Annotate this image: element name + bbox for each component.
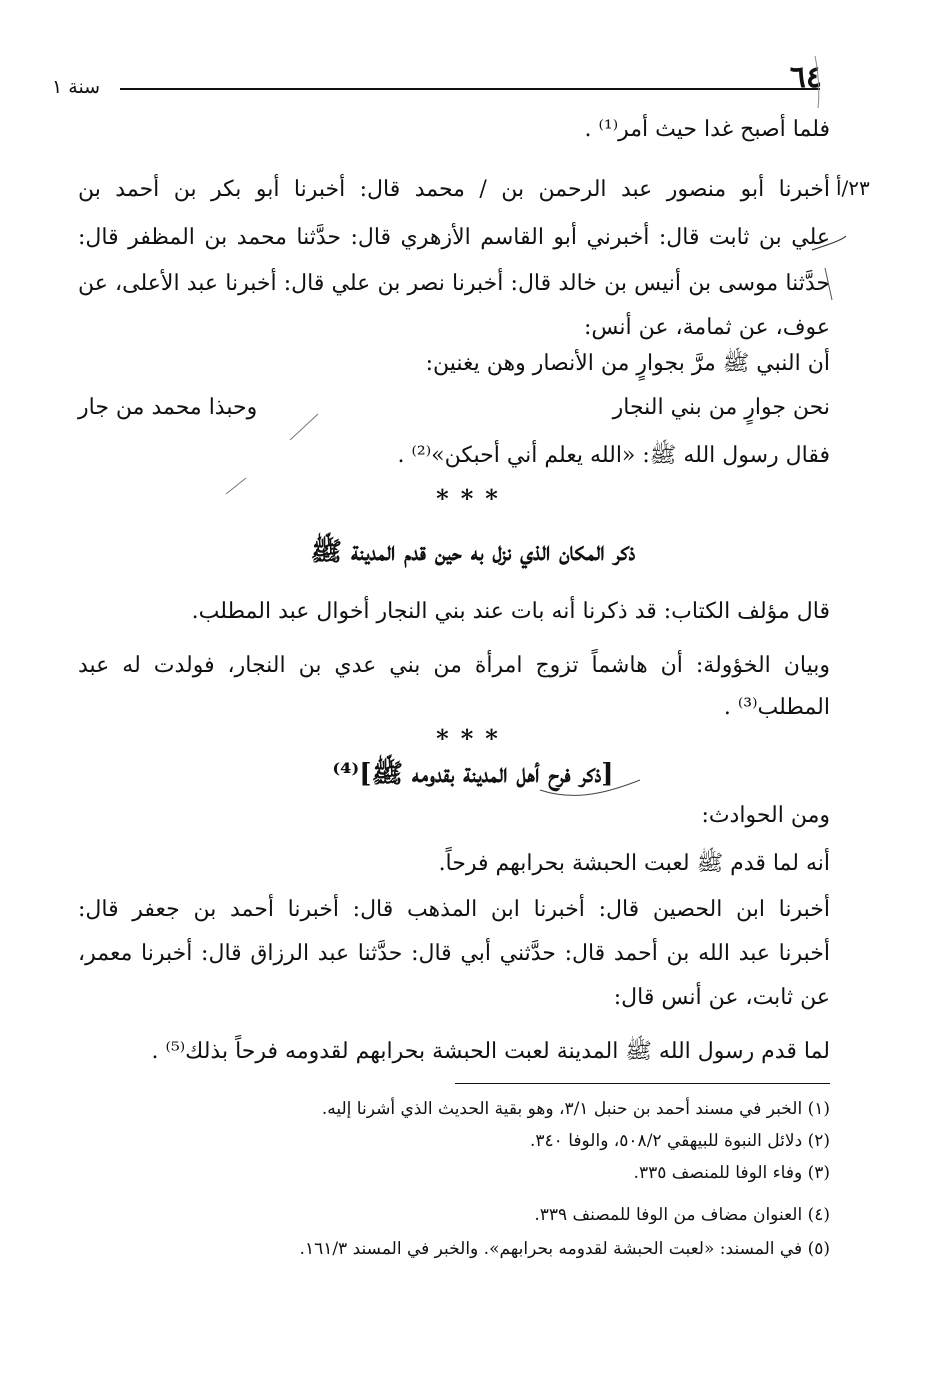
text-line-8: قال مؤلف الكتاب: قد ذكرنا أنه بات عند بني النجار أخوال عبد المطلب.	[191, 599, 830, 624]
text-line-6: أن النبي ﷺ مرَّ بجوارٍ من الأنصار وهن يغنين:	[425, 351, 830, 376]
text-line-1: فلما أصبح غدا حيث أمر⁽¹⁾ .	[584, 117, 830, 142]
text-line-3: علي بن ثابت قال: أخبرني أبو القاسم الأزهري قال: حدَّثنا محمد بن المظفر قال:	[78, 225, 830, 250]
text-line-2: أخبرنا أبو منصور عبد الرحمن بن / محمد قال: أخبرنا أبو بكر بن أحمد بن	[78, 177, 830, 202]
poem-hemistich-first: نحن جوارٍ من بني النجار	[612, 395, 830, 420]
text-line-10: المطلب⁽³⁾ .	[723, 695, 830, 720]
footnote-4: (٤) العنوان مضاف من الوفا للمصنف ٣٣٩.	[534, 1205, 830, 1225]
running-header-year: سنة ١	[52, 76, 101, 98]
text-line-7: فقال رسول الله ﷺ: «الله يعلم أني أحبكن»⁽²⁾ .	[397, 443, 830, 468]
footnote-3: (٣) وفاء الوفا للمنصف ٣٣٥.	[633, 1163, 830, 1183]
text-line-4: حدَّثنا موسى بن أنيس بن خالد قال: أخبرنا نصر بن علي قال: أخبرنا عبد الأعلى، عن	[78, 271, 830, 296]
footnote-2: (٢) دلائل النبوة للبيهقي ٥٠٨/٢، والوفا ٣٤٠.	[529, 1131, 830, 1151]
footnote-1: (١) الخبر في مسند أحمد بن حنبل ٣/١، وهو بقية الحديث الذي أشرنا إليه.	[321, 1099, 830, 1119]
text-line-5: عوف، عن ثمامة، عن أنس:	[583, 315, 830, 340]
section-divider-stars: ***	[436, 484, 510, 513]
text-line-12: أنه لما قدم ﷺ لعبت الحبشة بحرابهم فرحاً.	[438, 851, 830, 876]
text-line-13: أخبرنا ابن الحصين قال: أخبرنا ابن المذهب قال: أخبرنا أحمد بن جعفر قال:	[78, 897, 830, 922]
header-rule	[120, 88, 820, 90]
poem-verse	[78, 388, 830, 428]
text-line-16: لما قدم رسول الله ﷺ المدينة لعبت الحبشة بحرابهم لقدومه فرحاً بذلك⁽⁵⁾ .	[151, 1039, 830, 1064]
text-line-14: أخبرنا عبد الله بن أحمد قال: حدَّثني أبي قال: حدَّثنا عبد الرزاق قال: أخبرنا معمر،	[78, 941, 830, 966]
text-line-9: وبيان الخؤولة: أن هاشماً تزوج امرأة من بني عدي بن النجار، فولدت له عبد	[78, 653, 830, 678]
section-heading-place: ذكر المكان الذي نزل به حين قدم المدينة ﷺ	[310, 537, 636, 567]
poem-hemistich-second: وحبذا محمد من جار	[78, 395, 258, 420]
text-line-15: عن ثابت، عن أنس قال:	[613, 985, 830, 1010]
footnote-5: (٥) في المسند: «لعبت الحبشة لقدومه بحرابهم». والخبر في المسند ١٦١/٣.	[299, 1239, 830, 1259]
footnote-separator	[455, 1083, 830, 1084]
text-line-11: ومن الحوادث:	[701, 803, 830, 828]
manuscript-folio-ref: ٢٣/أ	[836, 176, 870, 200]
section-divider-stars: ***	[436, 724, 510, 753]
page-number: ٦٤	[789, 60, 822, 95]
section-heading-joy: [ذكر فرح أهل المدينة بقدومه ﷺ]⁽⁴⁾	[332, 759, 614, 789]
